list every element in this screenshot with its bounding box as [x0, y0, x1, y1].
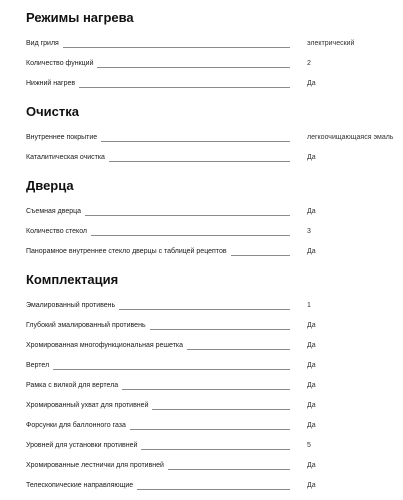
spec-label: Рамка с вилкой для вертела — [26, 382, 119, 389]
spec-value: Да — [307, 462, 316, 469]
spec-label: Съемная дверца — [26, 208, 82, 215]
spec-value: Да — [307, 154, 316, 161]
spec-value: электрический — [307, 40, 355, 47]
leader-line — [150, 329, 290, 330]
section-title: Комплектация — [26, 272, 119, 287]
spec-label: Вертел — [26, 362, 50, 369]
spec-value: 1 — [307, 302, 311, 309]
spec-label: Хромированный ухват для противней — [26, 402, 149, 409]
spec-label: Панорамное внутреннее стекло дверцы с таблицей рецептов — [26, 248, 227, 255]
spec-row — [26, 242, 403, 262]
spec-value: легкоочищающаяся эмаль — [307, 134, 394, 141]
spec-label: Внутреннее покрытие — [26, 134, 98, 141]
section-equipment — [26, 272, 403, 496]
spec-label: Телескопические направляющие — [26, 482, 134, 489]
spec-row — [26, 416, 403, 436]
spec-value: Да — [307, 402, 316, 409]
spec-row — [26, 456, 403, 476]
leader-line — [152, 409, 290, 410]
leader-line — [187, 349, 290, 350]
leader-line — [91, 235, 290, 236]
spec-label: Хромированная многофункциональная решетка — [26, 342, 184, 349]
spec-value: Да — [307, 482, 316, 489]
spec-row — [26, 202, 403, 222]
spec-row — [26, 396, 403, 416]
spec-label: Каталитическая очистка — [26, 154, 105, 161]
leader-line — [53, 369, 290, 370]
spec-value: Да — [307, 248, 316, 255]
leader-line — [79, 87, 290, 88]
leader-line — [141, 449, 290, 450]
leader-line — [168, 469, 290, 470]
spec-value: Да — [307, 208, 316, 215]
leader-line — [137, 489, 290, 490]
section-door — [26, 178, 403, 262]
spec-row — [26, 436, 403, 456]
spec-value: Да — [307, 80, 316, 87]
spec-label: Хромированные лестнички для противней — [26, 462, 164, 469]
leader-line — [101, 141, 290, 142]
leader-line — [119, 309, 290, 310]
spec-label: Глубокий эмалированный противень — [26, 322, 146, 329]
leader-line — [130, 429, 290, 430]
spec-value: Да — [307, 322, 316, 329]
leader-line — [231, 255, 290, 256]
leader-line — [85, 215, 290, 216]
spec-row — [26, 34, 403, 54]
spec-row — [26, 128, 403, 148]
spec-row — [26, 376, 403, 396]
section-title: Режимы нагрева — [26, 10, 134, 25]
section-heating-modes — [26, 10, 403, 94]
spec-row — [26, 476, 403, 496]
spec-label: Вид гриля — [26, 40, 59, 47]
spec-value: Да — [307, 382, 316, 389]
spec-row — [26, 74, 403, 94]
spec-label: Количество стекол — [26, 228, 88, 235]
leader-line — [122, 389, 290, 390]
spec-row — [26, 356, 403, 376]
section-title: Дверца — [26, 178, 74, 193]
spec-value: 2 — [307, 60, 311, 67]
spec-row — [26, 296, 403, 316]
spec-value: 3 — [307, 228, 311, 235]
spec-label: Количество функций — [26, 60, 94, 67]
leader-line — [63, 47, 290, 48]
section-title: Очистка — [26, 104, 79, 119]
section-cleaning — [26, 104, 403, 168]
spec-row — [26, 54, 403, 74]
spec-value: Да — [307, 362, 316, 369]
spec-row — [26, 222, 403, 242]
spec-label: Эмалированный противень — [26, 302, 116, 309]
spec-value: Да — [307, 422, 316, 429]
spec-label: Нижний нагрев — [26, 80, 76, 87]
spec-label: Форсунки для баллонного газа — [26, 422, 126, 429]
leader-line — [109, 161, 290, 162]
spec-row — [26, 148, 403, 168]
spec-value: 5 — [307, 442, 311, 449]
spec-label: Уровней для установки противней — [26, 442, 138, 449]
leader-line — [97, 67, 290, 68]
spec-row — [26, 336, 403, 356]
spec-value: Да — [307, 342, 316, 349]
spec-row — [26, 316, 403, 336]
